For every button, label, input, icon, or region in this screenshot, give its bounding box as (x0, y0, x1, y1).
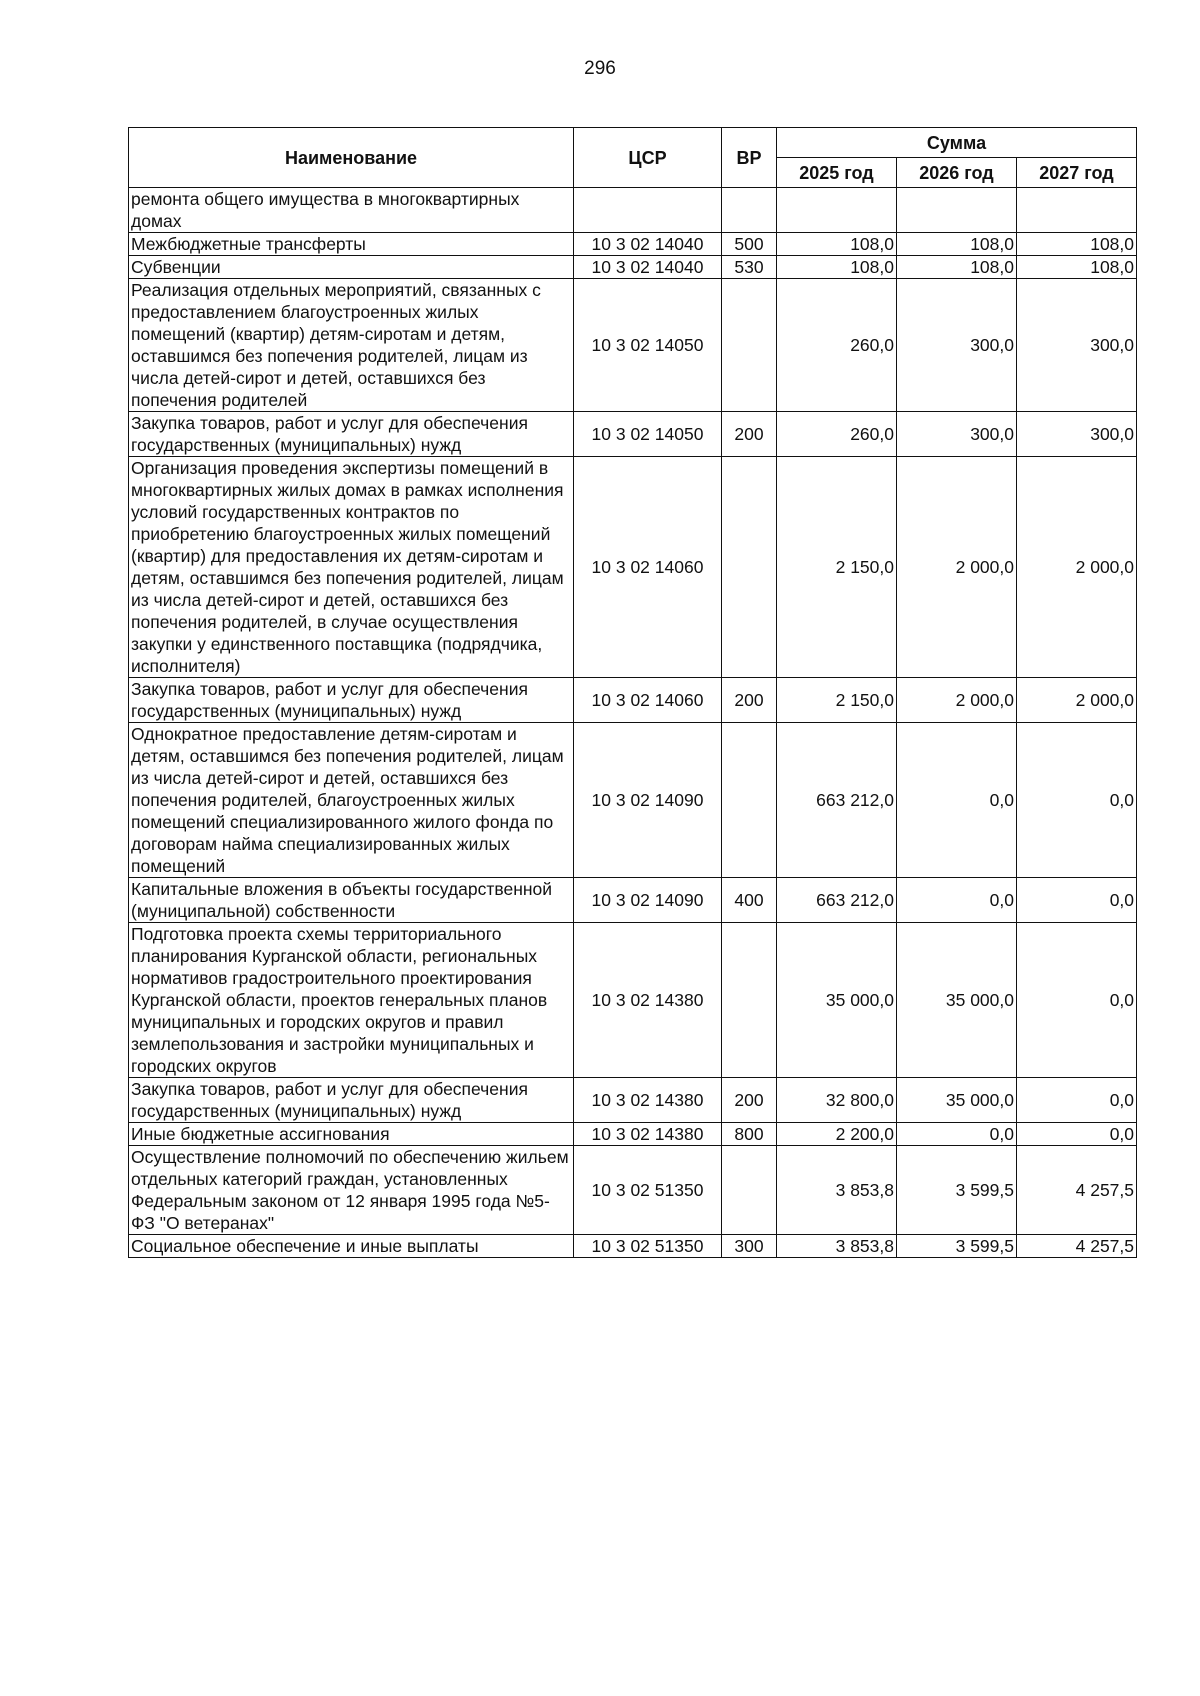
cell-vr (722, 457, 777, 678)
cell-name: Социальное обеспечение и иные выплаты (129, 1235, 574, 1258)
cell-2026: 108,0 (897, 233, 1017, 256)
cell-vr (722, 188, 777, 233)
cell-vr: 500 (722, 233, 777, 256)
table-row (129, 923, 1137, 1078)
cell-2025: 260,0 (777, 412, 897, 457)
cell-name: Закупка товаров, работ и услуг для обеспечения государственных (муниципальных) нужд (129, 412, 574, 457)
cell-csr: 10 3 02 51350 (574, 1235, 722, 1258)
cell-vr: 200 (722, 678, 777, 723)
cell-name: Однократное предоставление детям-сиротам и детям, оставшимся без попечения родителей, лицам из числа детей-сирот и детей, оставшихся без попечения родителей, благоустроенных жилых помещений специализированного жилого фонда по договорам найма специализированных жилых помещений (129, 723, 574, 878)
cell-2026: 2 000,0 (897, 457, 1017, 678)
cell-2025: 2 150,0 (777, 678, 897, 723)
header-vr: ВР (722, 128, 777, 188)
cell-csr: 10 3 02 14050 (574, 279, 722, 412)
cell-csr: 10 3 02 14040 (574, 256, 722, 279)
cell-2026: 0,0 (897, 1123, 1017, 1146)
cell-2026: 3 599,5 (897, 1146, 1017, 1235)
cell-vr: 400 (722, 878, 777, 923)
cell-2025: 3 853,8 (777, 1146, 897, 1235)
cell-2027: 108,0 (1017, 233, 1137, 256)
cell-2027: 0,0 (1017, 923, 1137, 1078)
cell-2026: 0,0 (897, 878, 1017, 923)
cell-2026: 300,0 (897, 412, 1017, 457)
cell-2027 (1017, 188, 1137, 233)
table-body (129, 188, 1137, 1258)
cell-name: Закупка товаров, работ и услуг для обеспечения государственных (муниципальных) нужд (129, 678, 574, 723)
table-row (129, 1123, 1137, 1146)
cell-2027: 0,0 (1017, 1123, 1137, 1146)
cell-csr: 10 3 02 51350 (574, 1146, 722, 1235)
cell-name: Организация проведения экспертизы помещений в многоквартирных жилых домах в рамках исполнения условий государственных контрактов по приобретению благоустроенных жилых помещений (квартир) для предоставления их детям-сиротам и детям, оставшимся без попечения родителей, лицам из числа детей-сирот и детей, оставшихся без попечения родителей, в случае осуществления закупки у единственного поставщика (подрядчика, исполнителя) (129, 457, 574, 678)
cell-2025: 2 200,0 (777, 1123, 897, 1146)
cell-csr: 10 3 02 14060 (574, 678, 722, 723)
cell-2026 (897, 188, 1017, 233)
cell-name: Субвенции (129, 256, 574, 279)
cell-vr (722, 1146, 777, 1235)
cell-2025: 108,0 (777, 233, 897, 256)
cell-2027: 0,0 (1017, 1078, 1137, 1123)
cell-vr (722, 723, 777, 878)
cell-2025: 260,0 (777, 279, 897, 412)
cell-2025 (777, 188, 897, 233)
table-row (129, 188, 1137, 233)
cell-name: Подготовка проекта схемы территориального планирования Курганской области, региональных нормативов градостроительного проектирования Курганской области, проектов генеральных планов муниципальных и городских округов и правил землепользования и застройки муниципальных и городских округов (129, 923, 574, 1078)
cell-name: ремонта общего имущества в многоквартирных домах (129, 188, 574, 233)
table-row (129, 233, 1137, 256)
budget-table (128, 127, 1137, 1258)
cell-2026: 35 000,0 (897, 1078, 1017, 1123)
cell-csr: 10 3 02 14040 (574, 233, 722, 256)
table-row (129, 878, 1137, 923)
cell-name: Капитальные вложения в объекты государственной (муниципальной) собственности (129, 878, 574, 923)
cell-2027: 0,0 (1017, 723, 1137, 878)
table-row (129, 678, 1137, 723)
cell-vr (722, 279, 777, 412)
cell-name: Осуществление полномочий по обеспечению жильем отдельных категорий граждан, установленных Федеральным законом от 12 января 1995 года №5-ФЗ "О ветеранах" (129, 1146, 574, 1235)
cell-2025: 35 000,0 (777, 923, 897, 1078)
cell-csr: 10 3 02 14050 (574, 412, 722, 457)
table-row (129, 457, 1137, 678)
cell-2027: 2 000,0 (1017, 457, 1137, 678)
cell-2027: 300,0 (1017, 279, 1137, 412)
cell-2025: 663 212,0 (777, 723, 897, 878)
table-row (129, 723, 1137, 878)
table-row (129, 1146, 1137, 1235)
cell-2027: 108,0 (1017, 256, 1137, 279)
cell-csr: 10 3 02 14380 (574, 1078, 722, 1123)
header-year-2026: 2026 год (897, 158, 1017, 188)
cell-2027: 4 257,5 (1017, 1146, 1137, 1235)
table-header (129, 128, 1137, 188)
header-year-2025: 2025 год (777, 158, 897, 188)
header-sum: Сумма (777, 128, 1137, 158)
cell-2025: 108,0 (777, 256, 897, 279)
cell-csr: 10 3 02 14090 (574, 723, 722, 878)
cell-2025: 2 150,0 (777, 457, 897, 678)
cell-2027: 2 000,0 (1017, 678, 1137, 723)
cell-2026: 0,0 (897, 723, 1017, 878)
table-row (129, 256, 1137, 279)
cell-name: Иные бюджетные ассигнования (129, 1123, 574, 1146)
cell-csr: 10 3 02 14380 (574, 923, 722, 1078)
cell-2025: 3 853,8 (777, 1235, 897, 1258)
table-row (129, 412, 1137, 457)
page-number: 296 (584, 58, 616, 79)
cell-csr: 10 3 02 14380 (574, 1123, 722, 1146)
table-row (129, 1078, 1137, 1123)
cell-2026: 300,0 (897, 279, 1017, 412)
header-csr: ЦСР (574, 128, 722, 188)
cell-2025: 663 212,0 (777, 878, 897, 923)
table-row (129, 279, 1137, 412)
cell-2027: 4 257,5 (1017, 1235, 1137, 1258)
cell-2026: 35 000,0 (897, 923, 1017, 1078)
table-row (129, 1235, 1137, 1258)
cell-vr: 300 (722, 1235, 777, 1258)
cell-vr: 200 (722, 1078, 777, 1123)
cell-name: Реализация отдельных мероприятий, связанных с предоставлением благоустроенных жилых помещений (квартир) детям-сиротам и детям, оставшимся без попечения родителей, лицам из числа детей-сирот и детей, оставшихся без попечения родителей (129, 279, 574, 412)
cell-2027: 300,0 (1017, 412, 1137, 457)
cell-2026: 108,0 (897, 256, 1017, 279)
cell-2026: 2 000,0 (897, 678, 1017, 723)
cell-2027: 0,0 (1017, 878, 1137, 923)
cell-name: Межбюджетные трансферты (129, 233, 574, 256)
cell-csr: 10 3 02 14060 (574, 457, 722, 678)
cell-csr: 10 3 02 14090 (574, 878, 722, 923)
cell-vr: 200 (722, 412, 777, 457)
header-name: Наименование (129, 128, 574, 188)
cell-vr: 800 (722, 1123, 777, 1146)
cell-vr: 530 (722, 256, 777, 279)
cell-csr (574, 188, 722, 233)
cell-vr (722, 923, 777, 1078)
cell-2025: 32 800,0 (777, 1078, 897, 1123)
header-year-2027: 2027 год (1017, 158, 1137, 188)
cell-2026: 3 599,5 (897, 1235, 1017, 1258)
cell-name: Закупка товаров, работ и услуг для обеспечения государственных (муниципальных) нужд (129, 1078, 574, 1123)
